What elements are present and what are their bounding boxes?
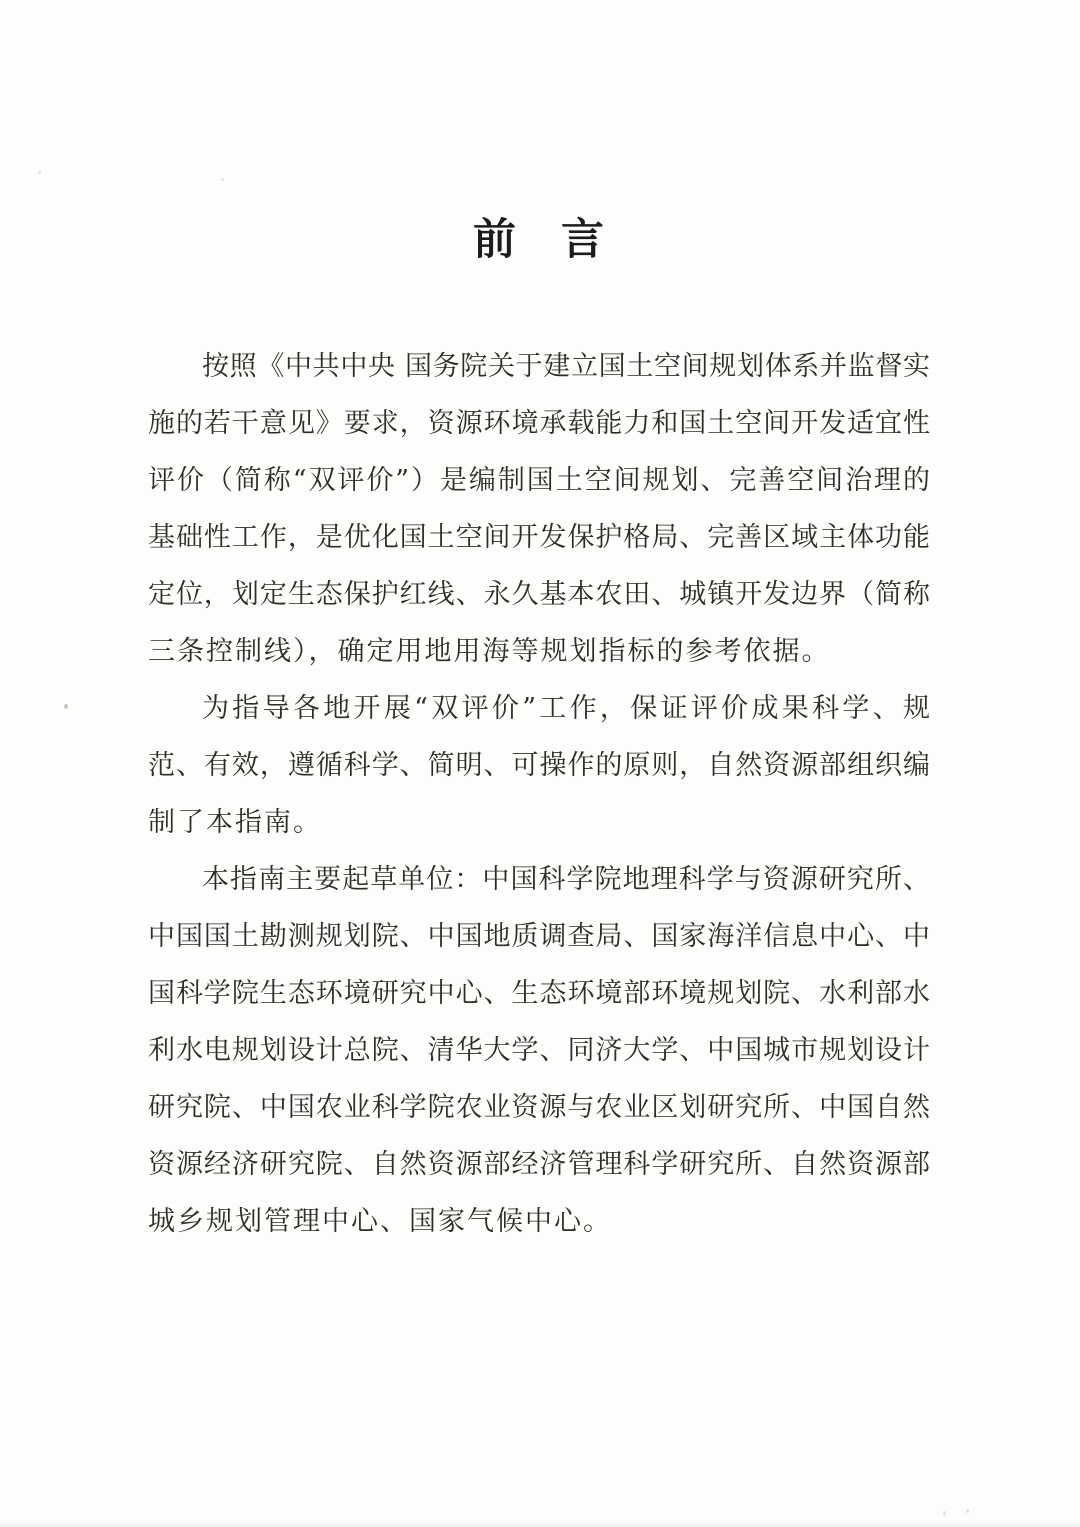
scan-speck bbox=[38, 171, 41, 174]
text-line: 利水电规划设计总院、清华大学、同济大学、中国城市规划设计 bbox=[148, 1035, 930, 1066]
text-line: 范、有效，遵循科学、简明、可操作的原则，自然资源部组织编 bbox=[148, 750, 930, 781]
text-line: 本指南主要起草单位：中国科学院地理科学与资源研究所、 bbox=[202, 864, 930, 895]
text-line: 城乡规划管理中心、国家气候中心。 bbox=[148, 1206, 612, 1237]
text-line: 制了本指南。 bbox=[148, 807, 322, 838]
text-line: 定位，划定生态保护红线、永久基本农田、城镇开发边界（简称 bbox=[148, 579, 930, 610]
text-line: 评价（简称“双评价”）是编制国土空间规划、完善空间治理的 bbox=[148, 465, 930, 496]
text-line: 为指导各地开展“双评价”工作，保证评价成果科学、规 bbox=[202, 693, 930, 724]
text-line: 基础性工作，是优化国土空间开发保护格局、完善区域主体功能 bbox=[148, 522, 930, 553]
page-title: 前 言 bbox=[473, 215, 605, 265]
scan-speck bbox=[966, 1509, 969, 1513]
scan-speck bbox=[64, 704, 68, 709]
scan-edge-shadow bbox=[0, 1520, 1080, 1527]
text-line: 按照《中共中央 国务院关于建立国土空间规划体系并监督实 bbox=[202, 351, 930, 382]
text-line: 施的若干意见》要求，资源环境承载能力和国土空间开发适宜性 bbox=[148, 408, 930, 439]
text-line: 资源经济研究院、自然资源部经济管理科学研究所、自然资源部 bbox=[148, 1149, 930, 1180]
text-line: 三条控制线），确定用地用海等规划指标的参考依据。 bbox=[148, 636, 831, 667]
text-line: 研究院、中国农业科学院农业资源与农业区划研究所、中国自然 bbox=[148, 1092, 930, 1123]
scan-speck bbox=[943, 1511, 946, 1516]
text-line: 国科学院生态环境研究中心、生态环境部环境规划院、水利部水 bbox=[148, 978, 930, 1009]
text-line: 中国国土勘测规划院、中国地质调查局、国家海洋信息中心、中 bbox=[148, 921, 930, 952]
body-text bbox=[148, 338, 930, 1250]
scan-speck bbox=[221, 178, 224, 181]
